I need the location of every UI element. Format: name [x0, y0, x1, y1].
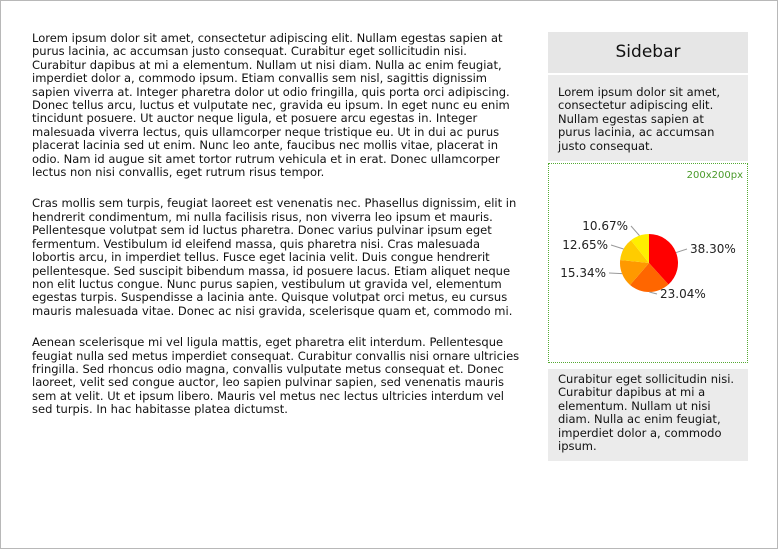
pie-label-connector	[649, 292, 657, 294]
sidebar	[548, 32, 748, 461]
paragraph-1: Lorem ipsum dolor sit amet, consectetur adipiscing elit. Nullam egestas sapien at purus lacinia, ac accumsan justo consequat. Curabitur eget sollicitudin nisi. Curabitur dapibus at mi a elementum. Nullam ut nisi diam. Nulla ac enim feugiat, imperdiet dolor a, commodo ipsum. Etiam convallis sem nisl, sagittis dignissim sapien viverra at. Integer pharetra dolor ut odio fringilla, quis porta orci adipiscing. Donec tellus arcu, luctus et vulputate nec, gravida eu ipsum. In eget nunc eu enim tincidunt posuere. Ut auctor neque ligula, et posuere arcu egestas in. Integer malesuada viverra lectus, quis ullamcorper neque tristique eu. Ut in dui ac purus placerat lacinia sed ut enim. Nunc leo ante, faucibus nec mollis vitae, placerat in odio. Nam id augue sit amet tortor rutrum vehicula et in erat. Donec ullamcorper lectus non nisi convallis, eget rutrum risus tempor.	[32, 31, 510, 180]
pie-label-connector	[676, 249, 687, 253]
pie-slice-label: 10.67%	[582, 219, 628, 234]
sidebar-intro-text: Lorem ipsum dolor sit amet, consectetur adipiscing elit. Nullam egestas sapien at purus lacinia, ac accumsan justo consequat.	[548, 75, 748, 161]
sidebar-title: Sidebar	[548, 32, 748, 73]
pie-slice-label: 15.34%	[560, 266, 606, 281]
chart-container	[548, 163, 748, 363]
paragraph-3: Aenean scelerisque mi vel ligula mattis, eget pharetra elit interdum. Pellentesque feugiat nulla sed metus imperdiet consequat. Curabitur convallis nisi ornare ultricies fringilla. Sed rhoncus odio magna, convallis vulputate metus consequat et. Donec laoreet, velit sed congue auctor, leo sapien pulvinar sapien, sed venenatis mauris sem at velit. Ut et ipsum libero. Mauris vel metus nec lectus ultricies interdum vel sed turpis. In hac habitasse platea dictumst.	[32, 335, 520, 417]
pie-chart	[549, 164, 747, 362]
paragraph-2: Cras mollis sem turpis, feugiat laoreet est venenatis nec. Phasellus dignissim, elit in hendrerit condimentum, mi nulla facilisis risus, non viverra leo ipsum et mauris. Pellentesque volutpat sem id luctus pharetra. Donec varius pulvinar ipsum eget fermentum. Vestibulum id eleifend massa, quis pharetra nisi. Cras malesuada lobortis arcu, in imperdiet tellus. Fusce eget lacinia velit. Duis congue hendrerit pellentesque. Sed suscipit bibendum massa, id posuere lacus. Etiam aliquet neque non elit luctus congue. Nunc purus sapien, vestibulum ut gravida vel, elementum egestas turpis. Suspendisse a lacinia ante. Quisque volutpat orci metus, eu cursus mauris malesuada vitae. Donec ac nisi gravida, scelerisque quam et, commodo mi.	[32, 196, 517, 318]
pie-label-connector	[631, 226, 639, 236]
main-content	[32, 32, 520, 435]
pie-label-connector	[609, 273, 622, 274]
pie-slice-label: 23.04%	[660, 287, 706, 302]
pie-label-connector	[611, 245, 624, 249]
sidebar-bottom-text: Curabitur eget sollicitudin nisi. Curabitur dapibus at mi a elementum. Nullam ut nisi diam. Nulla ac enim feugiat, imperdiet dolor a, commodo ipsum.	[548, 369, 748, 461]
pie-slice-label: 38.30%	[690, 242, 736, 257]
chart-size-label: 200x200px	[686, 170, 743, 182]
pie-slice-label: 12.65%	[562, 238, 608, 253]
